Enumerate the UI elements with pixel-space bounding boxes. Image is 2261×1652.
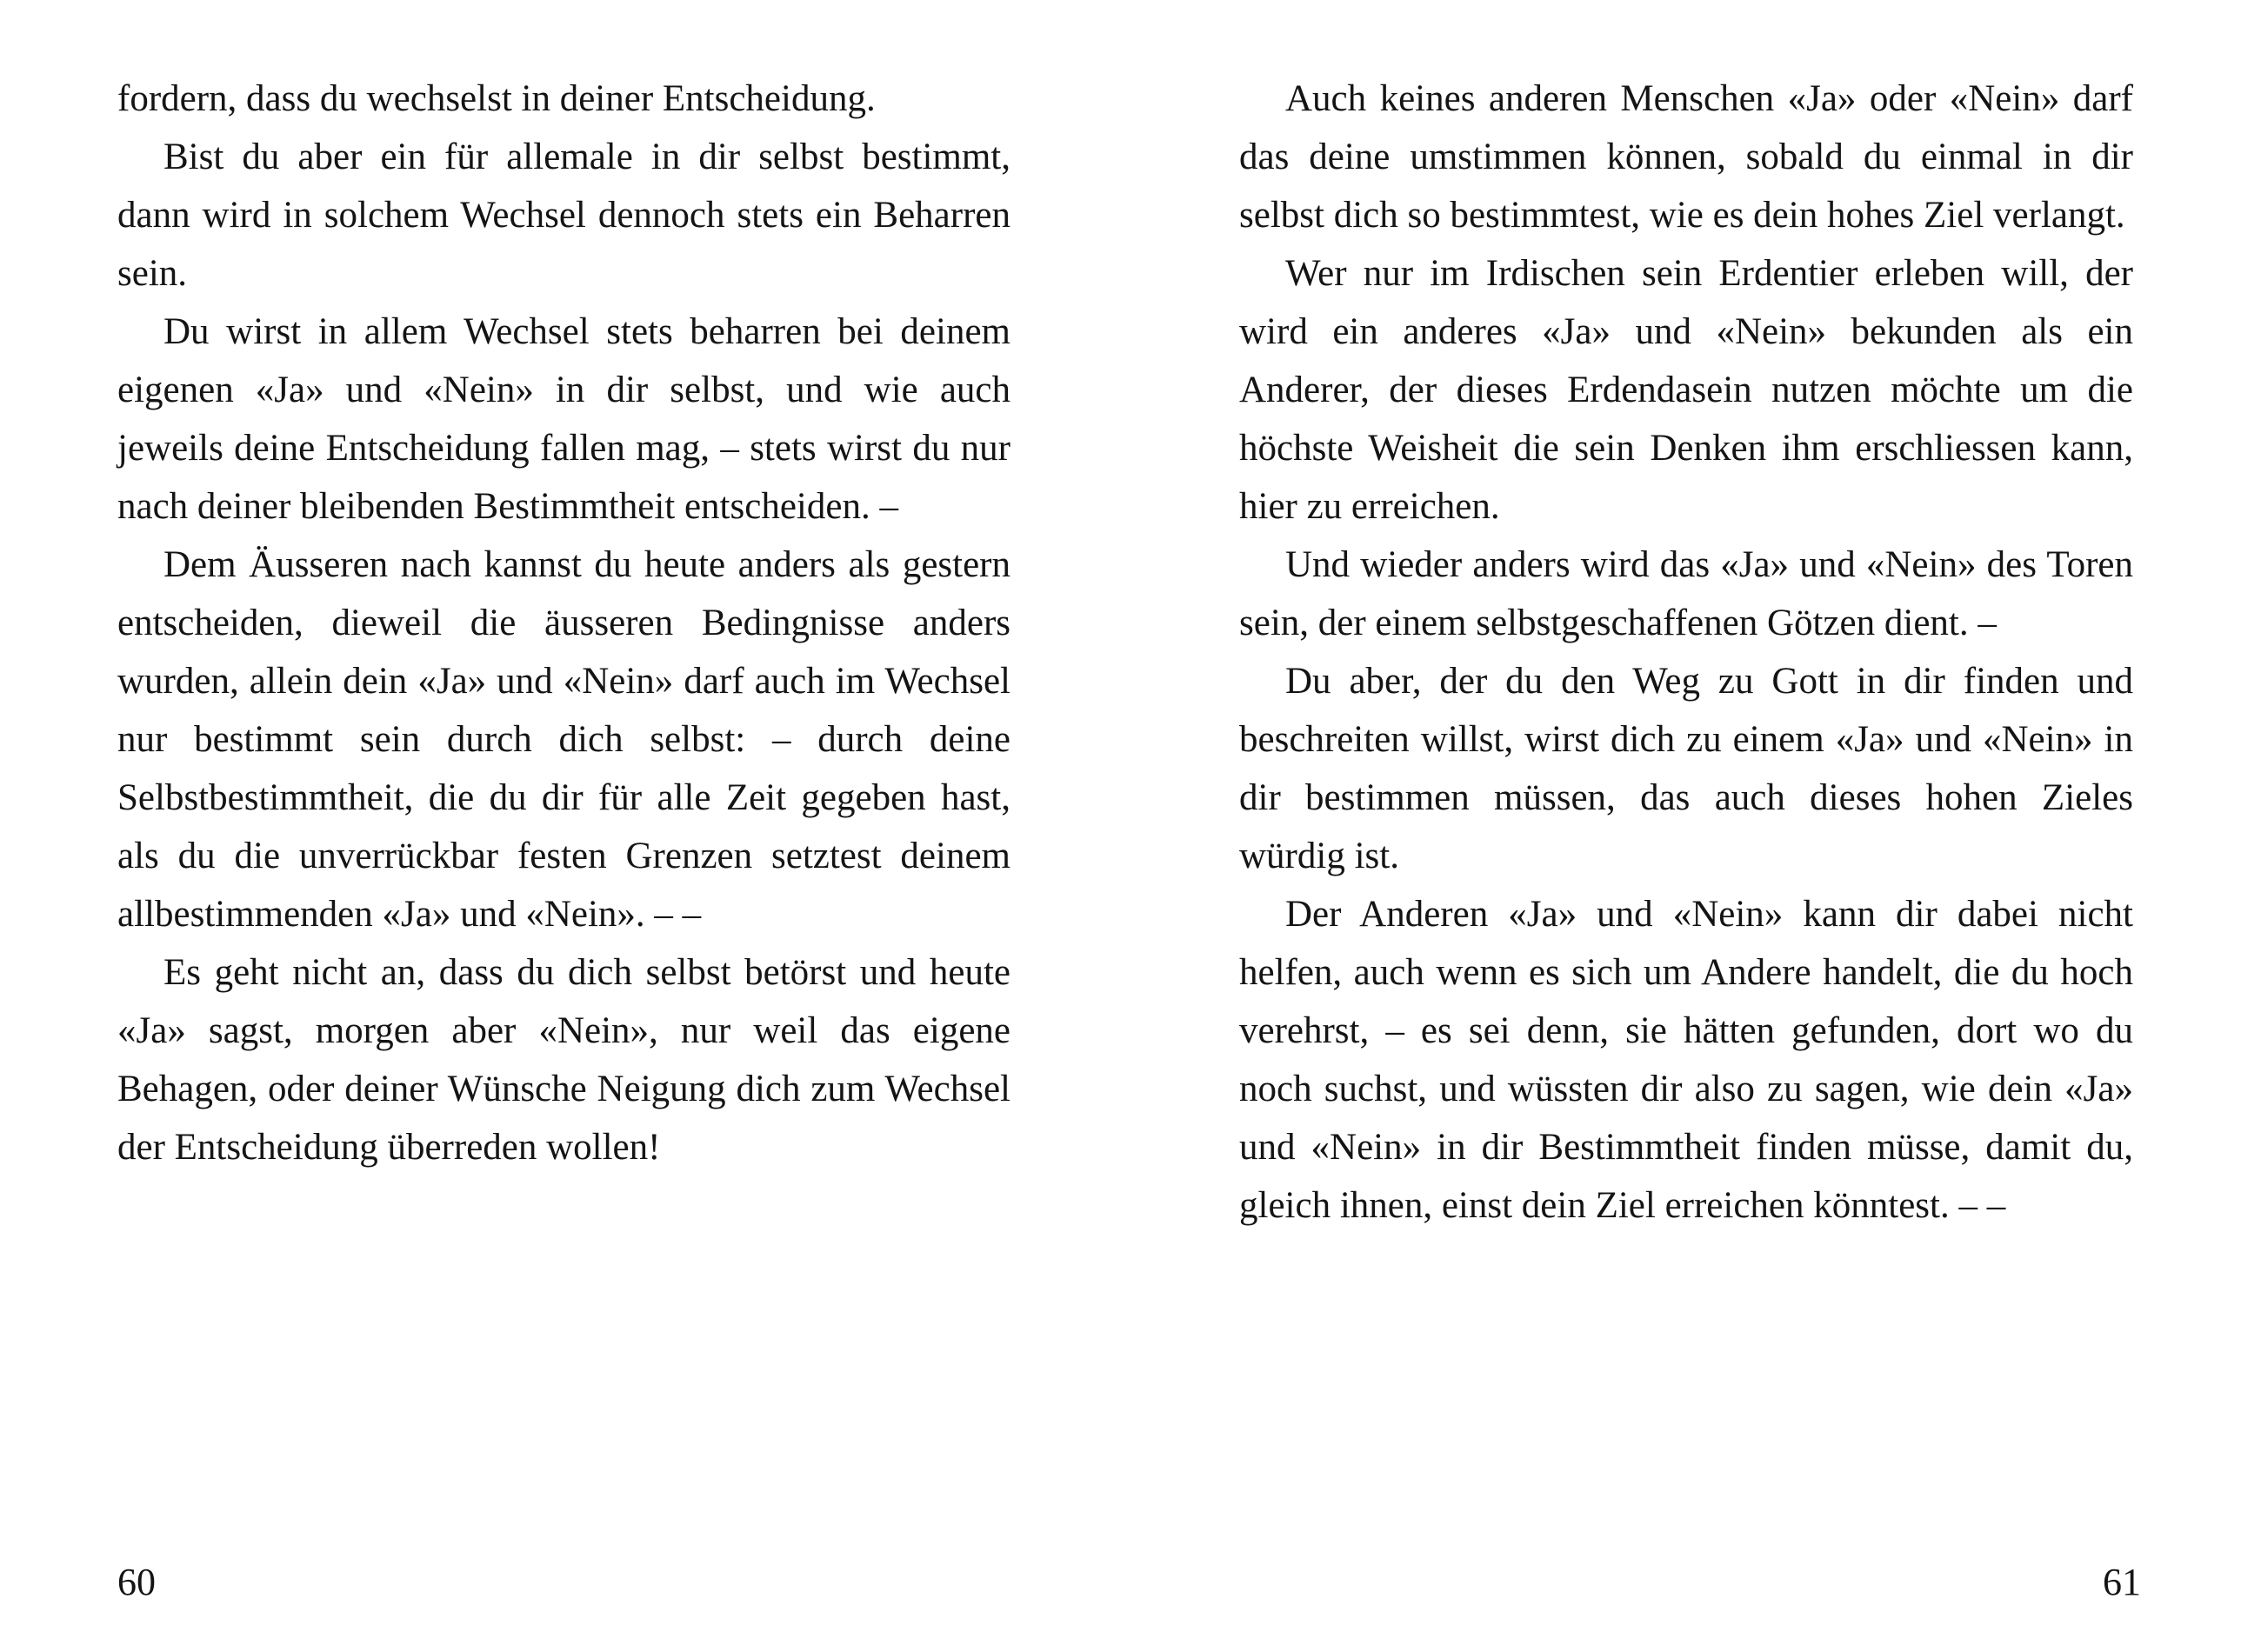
paragraph: Du wirst in allem Wechsel stets beharren bei deinem eigenen «Ja» und «Nein» in dir selbst, und wie auch jeweils deine Entscheidung fallen mag, – stets wirst du nur nach deiner bleibenden Bestimmtheit entscheiden. – xyxy=(117,311,1010,527)
left-page-text xyxy=(117,70,1010,1176)
paragraph: Der Anderen «Ja» und «Nein» kann dir dabei nicht helfen, auch wenn es sich um Andere handelt, die du hoch verehrst, – es sei denn, sie hätten gefunden, dort wo du noch suchst, und wüssten dir also zu sagen, wie dein «Ja» und «Nein» in dir Bestimmtheit finden müsse, damit du, gleich ihnen, einst dein Ziel erreichen könntest. – – xyxy=(1239,894,2133,1226)
paragraph: Und wieder anders wird das «Ja» und «Nein» des Toren sein, der einem selbstgeschaffenen Götzen dient. – xyxy=(1239,544,2133,643)
paragraph: Auch keines anderen Menschen «Ja» oder «Nein» darf das deine umstimmen können, sobald du einmal in dir selbst dich so bestimmtest, wie es dein hohes Ziel verlangt. xyxy=(1239,78,2133,236)
right-page xyxy=(1130,0,2261,1652)
paragraph: Es geht nicht an, dass du dich selbst betörst und heute «Ja» sagst, morgen aber «Nein», nur weil das eigene Behagen, oder deiner Wünsche Neigung dich zum Wechsel der Entscheidung überreden wollen! xyxy=(117,952,1010,1168)
paragraph: fordern, dass du wechselst in deiner Entscheidung. xyxy=(117,78,876,119)
paragraph: Wer nur im Irdischen sein Erdentier erleben will, der wird ein anderes «Ja» und «Nein» bekunden als ein Anderer, der dieses Erdendasein nutzen möchte um die höchste Weisheit die sein Denken ihm erschliessen kann, hier zu erreichen. xyxy=(1239,253,2133,527)
page-number: 61 xyxy=(2103,1561,2141,1603)
right-page-text xyxy=(1239,70,2133,1235)
paragraph: Dem Äusseren nach kannst du heute anders als gestern entscheiden, dieweil die äusseren Bedingnisse anders wurden, allein dein «Ja» und «Nein» darf auch im Wechsel nur bestimmt sein durch dich selbst: – durch deine Selbstbestimmtheit, die du dir für alle Zeit gegeben hast, als du die unverrückbar festen Grenzen setztest deinem allbestimmenden «Ja» und «Nein». – – xyxy=(117,544,1010,935)
left-page xyxy=(0,0,1130,1652)
paragraph: Du aber, der du den Weg zu Gott in dir finden und beschreiten willst, wirst dich zu einem «Ja» und «Nein» in dir bestimmen müssen, das auch dieses hohen Zieles würdig ist. xyxy=(1239,661,2133,876)
paragraph: Bist du aber ein für allemale in dir selbst bestimmt, dann wird in solchem Wechsel dennoch stets ein Beharren sein. xyxy=(117,137,1010,294)
page-number: 60 xyxy=(117,1561,156,1603)
